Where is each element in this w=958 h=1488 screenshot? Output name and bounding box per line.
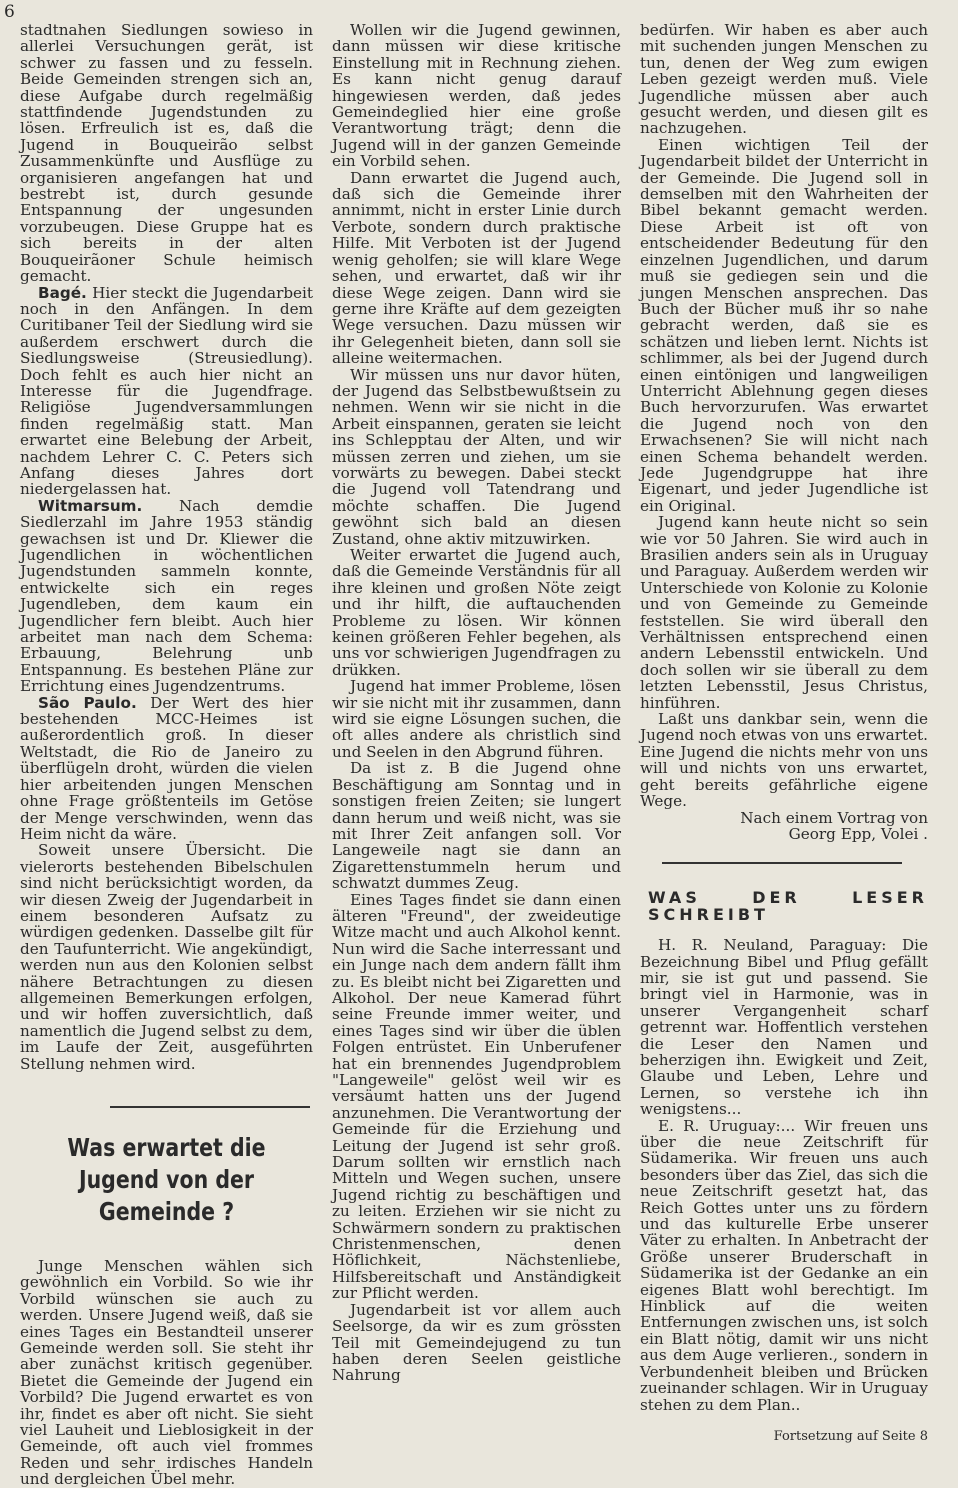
paragraph: Wollen wir die Jugend gewinnen, dann müssen wir diese kritische Einstellung mit in Rechnung ziehen. Es kann nicht genug darauf hingewiesen werden, daß jedes Gemeindeglied hier eine große Verantwortung trägt; denn die Jugend will in der ganzen Gemeinde ein Vorbild sehen.: [332, 21, 621, 171]
paragraph: Dann erwartet die Jugend auch, daß sich die Gemeinde ihrer annimmt, nicht in erster Linie durch Verbote, sondern durch praktische Hilfe. Mit Verboten ist der Jugend wenig geholfen; sie will klare Wege sehen, und erwartet, daß wir ihr diese Wege zeigen. Dann wird sie gerne ihre Kräfte auf dem gezeigten Wege versuchen. Dazu müssen wir ihr Gelegenheit bieten, dann soll sie alleine weitermachen.: [332, 168, 621, 368]
paragraph: Wir müssen uns nur davor hüten, der Jugend das Selbstbewußtsein zu nehmen. Wenn wir sie nicht in die Arbeit einspannen, geraten sie leicht ins Schlepptau der Alten, und wir müssen zerren und ziehen, um sie vorwärts zu bewegen. Dabei steckt die Jugend voll Tatendrang und möchte schaffen. Die Jugend gewöhnt sich bald an diesen Zustand, ohne aktiv mitzuwirken.: [332, 365, 621, 548]
place-label-saopaulo: São Paulo.: [38, 693, 137, 712]
source-line-2: Georg Epp, Volei .: [788, 824, 928, 843]
paragraph: H. R. Neuland, Paraguay: Die Bezeichnung Bibel und Pflug gefällt mir, sie ist gut und passend. Sie bringt viel in Harmonie, was in unserer Vergangenheit scharf getrennt war. Hoffentlich verstehen die Leser den Namen und beherzigen ihn. Ewigkeit und Zeit, Glaube und Leben, Lehre und Lernen, so verstehe ich ihn wenigstens...: [640, 936, 928, 1119]
paragraph-saopaulo: São Paulo. Der Wert des hier bestehenden MCC-Heimes ist außerordentlich groß. In dieser Weltstadt, die Rio de Janeiro zu überflügeln droht, würden die vielen hier arbeitenden jungen Menschen ohne Frage größtenteils im Getöse der Menge verschwinden, wenn das Heim nicht da wäre.: [20, 693, 313, 843]
column-3: [640, 22, 928, 1445]
paragraph-witmarsum: Witmarsum. Nach demdie Siedlerzahl im Jahre 1953 ständig gewachsen ist und Dr. Kliewer die Jugendlichen in wöchentlichen Jugendstunden sammeln konnte, entwickelte sich ein reges Jugendleben, dem kaum ein Jugendlicher fern bleibt. Auch hier arbeitet man nach dem Schema: Erbauung, Belehrung unb Entspannung. Es bestehen Pläne zur Errichtung eines Jugendzentrums.: [20, 496, 313, 696]
page-number: 6: [4, 2, 15, 22]
paragraph: Da ist z. B die Jugend ohne Beschäftigung am Sonntag und in sonstigen freien Zeiten; sie lungert dann herum und weiß nicht, was sie mit Ihrer Zeit anfangen soll. Vor Langeweile nagt sie dann an Zigarettenstummeln herum und schwatzt dummes Zeug.: [332, 759, 621, 893]
paragraph: Soweit unsere Übersicht. Die vielerorts bestehenden Bibelschulen sind nicht berücksichtigt worden, da wir diesen Zweig der Jugendarbeit in einem besonderen Aufsatz zu würdigen gedenken. Dasselbe gilt für den Taufunterricht. Wie angekündigt, werden nun aus den Kolonien selbst nähere Betrachtungen zu diesen allgemeinen Bemerkungen erfolgen, und wir hoffen zuversichtlich, daß namentlich die Jugend selbst zu dem, im Laufe der Zeit, ausgeführten Stellung nehmen wird.: [20, 841, 313, 1073]
paragraph: Einen wichtigen Teil der Jugendarbeit bildet der Unterricht in der Gemeinde. Die Jugend soll in demselben mit den Wahrheiten der Bibel bekannt gemacht werden. Diese Arbeit ist oft von entscheidender Bedeutung für den einzelnen Jugendlichen, und darum muß sie gediegen sein und die jungen Menschen ansprechen. Das Buch der Bücher muß ihr so nahe gebracht werden, daß sie es schätzen und lieben lernt. Nichts ist schlimmer, als bei der Jugend durch einen eintönigen und langweiligen Unterricht Ablehnung gegen dieses Buch hervorzurufen. Was erwartet die Jugend noch von den Erwachsenen? Sie will nicht nach einen Schema behandelt werden. Jede Jugendgruppe hat ihre Eigenart, und jeder Jugendliche ist ein Original.: [640, 135, 928, 515]
paragraph: Eines Tages findet sie dann einen älteren "Freund", der zweideutige Witze macht und auch Alkohol kennt. Nun wird die Sache interressant und ein Junge nach dem andern fällt ihm zu. Es bleibt nicht bei Zigaretten und Alkohol. Der neue Kamerad führt seine Freunde immer weiter, und eines Tages sind wir über die üblen Folgen entrüstet. Ein Unberufener hat ein brennendes Jugendproblem "Langeweile" gelöst weil wir es versäumt hatten uns der Jugend anzunehmen. Die Verantwortung der Gemeinde für die Erziehung und Leitung der Jugend ist sehr groß. Darum sollten wir ernstlich nach Mitteln und Wegen suchen, unsere Jugend richtig zu beschäftigen und zu leiten. Erziehen wir sie nicht zu Schwärmern sondern zu praktischen Christenmenschen, denen Höflichkeit, Nächstenliebe, Hilfsbereitschaft und Anständigkeit zur Pflicht werden.: [332, 890, 621, 1303]
place-label-witmarsum: Witmarsum.: [38, 496, 143, 515]
continuation-note: Fortsetzung auf Seite 8: [773, 1428, 928, 1444]
paragraph-bage: Bagé. Hier steckt die Jugendarbeit noch in den Anfängen. In dem Curitibaner Teil der Siedlung wird sie außerdem erschwert durch die Siedlungsweise (Streusiedlung). Doch fehlt es auch hier nicht an Interesse für die Jugendfrage. Religiöse Jugendversammlungen finden regelmäßig statt. Man erwartet eine Belebung der Arbeit, nachdem Lehrer C. C. Peters sich Anfang dieses Jahres dort niedergelassen hat.: [20, 283, 313, 499]
section-heading: WAS DER LESER SCHREIBT: [648, 888, 928, 924]
paragraph: Jugend kann heute nicht so sein wie vor 50 Jahren. Sie wird auch in Brasilien anders sein als in Uruguay und Paraguay. Außerdem werden wir Unterschiede von Kolonie zu Kolonie und von Gemeinde zu Gemeinde feststellen. Sie wird überall den Verhältnissen entsprechend einen andern Lebensstil entwickeln. Und doch sollen wir sie überall zu dem letzten Lebensstil, Jesus Christus, hinführen.: [640, 513, 928, 712]
article-headline: Was erwartet die Jugend von der Gemeinde ?: [67, 1133, 266, 1226]
divider-rule: [110, 1106, 310, 1108]
column-1: [20, 22, 313, 1488]
divider-rule: [662, 862, 902, 864]
paragraph: Laßt uns dankbar sein, wenn die Jugend noch etwas von uns erwartet. Eine Jugend die nichts mehr von uns will und nichts von uns erwartet, geht bereits gefährliche eigene Wege.: [640, 710, 928, 811]
paragraph: bedürfen. Wir haben es aber auch mit suchenden jungen Menschen zu tun, denen der Weg zum ewigen Leben gezeigt werden muß. Viele Jugendliche müssen aber auch gesucht werden, und diesen gilt es nachzugehen.: [640, 21, 928, 138]
paragraph: stadtnahen Siedlungen sowieso in allerlei Versuchungen gerät, ist schwer zu fassen und zu fesseln. Beide Gemeinden strengen sich an, diese Aufgabe durch regelmäßig stattfindende Jugendstunden zu lösen. Erfreulich ist es, daß die Jugend in Bouqueirão selbst Zusammenkünfte und Ausflüge zu organisieren angefangen hat und bestrebt ist, durch gesunde Entspannung der ungesunden vorzubeugen. Diese Gruppe hat es sich bereits in der alten Bouqueirãoner Schule heimisch gemacht.: [20, 21, 313, 286]
paragraph: E. R. Uruguay:... Wir freuen uns über die neue Zeitschrift für Südamerika. Wir freuen uns auch besonders über das Ziel, das sich die neue Zeitschrift gesetzt hat, das Reich Gottes unter uns zu fördern und das kulturelle Erbe unserer Väter zu erhalten. In Anbetracht der Größe unserer Bruderschaft in Südamerika ist der Gedanke an ein eigenes Blatt wohl berechtigt. Im Hinblick auf die weiten Entfernungen zwischen uns, ist solch ein Blatt nötig, damit wir uns nicht aus dem Auge verlieren., sondern in Verbundenheit bleiben und Brücken zueinander schlagen. Wir in Uruguay stehen zu dem Plan..: [640, 1116, 928, 1414]
paragraph: Jugendarbeit ist vor allem auch Seelsorge, da wir es zum grössten Teil mit Gemeindejugend zu tun haben deren Seelen geistliche Nahrung: [332, 1300, 621, 1385]
column-2: [332, 22, 621, 1384]
paragraph: Junge Menschen wählen sich gewöhnlich ein Vorbild. So wie ihr Vorbild wünschen sie auch zu werden. Unsere Jugend weiß, daß sie eines Tages ein Bestandteil unserer Gemeinde werden soll. Sie steht ihr aber zunächst kritisch gegenüber. Bietet die Gemeinde der Jugend ein Vorbild? Die Jugend erwartet es von ihr, findet es aber oft nicht. Sie sieht viel Lauheit und Lieblosigkeit in der Gemeinde, oft auch viel frommes Reden und sehr irdisches Handeln und dergleichen Übel mehr.: [20, 1257, 313, 1488]
place-label-bage: Bagé.: [38, 283, 87, 302]
paragraph: Jugend hat immer Probleme, lösen wir sie nicht mit ihr zusammen, dann wird sie eigne Lösungen suchen, die oft alles andere als christlich sind und Seelen in den Abgrund führen.: [332, 677, 621, 761]
source-line-1: Nach einem Vortrag von: [740, 808, 928, 827]
paragraph: Weiter erwartet die Jugend auch, daß die Gemeinde Verständnis für all ihre kleinen und großen Nöte zeigt und ihr hilft, die auftauchenden Probleme zu lösen. Wir können keinen größeren Fehler begehen, als uns vor schwierigen Jugendfragen zu drükken.: [332, 546, 621, 679]
